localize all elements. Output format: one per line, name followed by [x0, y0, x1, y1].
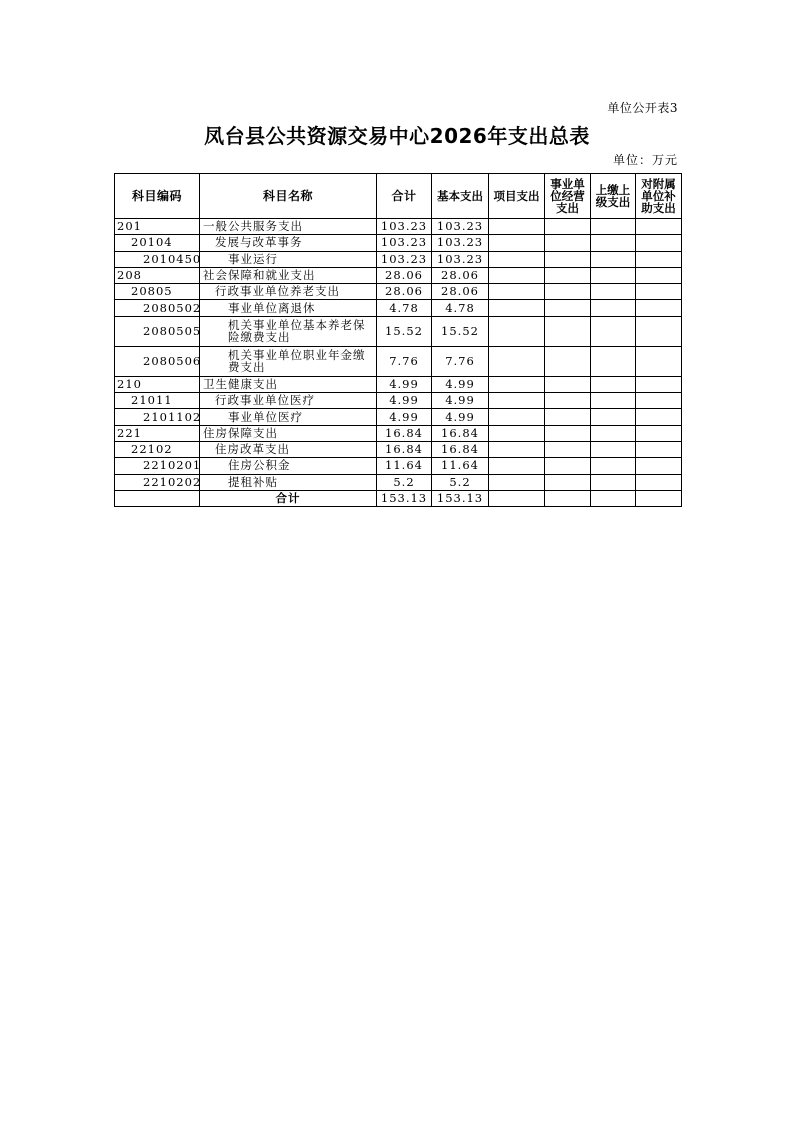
row-project: [489, 376, 545, 392]
row-basic: 28.06: [432, 284, 489, 300]
row-name: 发展与改革事务: [200, 235, 377, 251]
row-total: 4.78: [377, 300, 432, 316]
col-header-business: 事业单位经营支出: [545, 174, 591, 219]
row-subsidy: [636, 284, 682, 300]
row-basic: 103.23: [432, 251, 489, 267]
row-project: [489, 300, 545, 316]
row-business: [545, 316, 591, 346]
row-project: [489, 235, 545, 251]
row-basic: 103.23: [432, 235, 489, 251]
row-code: 210: [115, 376, 200, 392]
row-code: 221: [115, 425, 200, 441]
row-name: 住房改革支出: [200, 441, 377, 457]
row-basic: 4.78: [432, 300, 489, 316]
row-remit: [591, 376, 636, 392]
row-subsidy: [636, 376, 682, 392]
row-subsidy: [636, 346, 682, 376]
row-total: 103.23: [377, 235, 432, 251]
row-remit: [591, 219, 636, 235]
document-number: 单位公开表3: [607, 101, 678, 115]
row-total: 103.23: [377, 219, 432, 235]
row-name: 机关事业单位职业年金缴费支出: [200, 346, 377, 376]
row-basic: 7.76: [432, 346, 489, 376]
row-basic: 103.23: [432, 219, 489, 235]
row-project: [489, 474, 545, 490]
row-code: 2210201: [115, 458, 200, 474]
row-business: [545, 219, 591, 235]
row-code: 21011: [115, 393, 200, 409]
col-header-project: 项目支出: [489, 174, 545, 219]
row-business: [545, 267, 591, 283]
row-total: 16.84: [377, 425, 432, 441]
row-basic: 11.64: [432, 458, 489, 474]
table-row: [115, 346, 682, 376]
row-subsidy: [636, 474, 682, 490]
row-remit: [591, 409, 636, 425]
row-subsidy: [636, 251, 682, 267]
row-remit: [591, 251, 636, 267]
row-subsidy: [636, 393, 682, 409]
row-business: [545, 409, 591, 425]
table-row: [115, 474, 682, 490]
row-code: 208: [115, 267, 200, 283]
row-name: 住房保障支出: [200, 425, 377, 441]
total-basic: 153.13: [432, 490, 489, 506]
row-project: [489, 425, 545, 441]
row-basic: 4.99: [432, 376, 489, 392]
row-business: [545, 300, 591, 316]
row-code: 2080506: [115, 346, 200, 376]
row-project: [489, 251, 545, 267]
row-business: [545, 458, 591, 474]
table-body: [115, 219, 682, 491]
row-business: [545, 393, 591, 409]
row-total: 28.06: [377, 284, 432, 300]
row-remit: [591, 425, 636, 441]
row-code: 2101102: [115, 409, 200, 425]
row-business: [545, 474, 591, 490]
row-total: 4.99: [377, 409, 432, 425]
row-business: [545, 284, 591, 300]
row-subsidy: [636, 458, 682, 474]
row-subsidy: [636, 409, 682, 425]
row-remit: [591, 235, 636, 251]
row-total: 28.06: [377, 267, 432, 283]
total-label: 合计: [200, 490, 377, 506]
row-project: [489, 316, 545, 346]
header-row: [115, 174, 682, 219]
expenditure-table: [114, 173, 682, 507]
row-basic: 28.06: [432, 267, 489, 283]
table-row: [115, 376, 682, 392]
col-header-subsidy: 对附属单位补助支出: [636, 174, 682, 219]
col-header-remit: 上缴上级支出: [591, 174, 636, 219]
row-project: [489, 458, 545, 474]
row-business: [545, 425, 591, 441]
row-name: 行政事业单位医疗: [200, 393, 377, 409]
table-row: [115, 441, 682, 457]
row-remit: [591, 393, 636, 409]
row-remit: [591, 474, 636, 490]
row-basic: 16.84: [432, 425, 489, 441]
table-row: [115, 235, 682, 251]
row-code: 2210202: [115, 474, 200, 490]
row-code: 20104: [115, 235, 200, 251]
total-project: [489, 490, 545, 506]
col-header-code: 科目编码: [115, 174, 200, 219]
row-name: 提租补贴: [200, 474, 377, 490]
unit-label: 单位：万元: [612, 153, 678, 167]
row-remit: [591, 441, 636, 457]
row-code: 2010450: [115, 251, 200, 267]
table-row: [115, 300, 682, 316]
row-code: 201: [115, 219, 200, 235]
row-basic: 16.84: [432, 441, 489, 457]
row-remit: [591, 316, 636, 346]
col-header-name: 科目名称: [200, 174, 377, 219]
row-total: 4.99: [377, 376, 432, 392]
row-basic: 4.99: [432, 409, 489, 425]
total-amount: 153.13: [377, 490, 432, 506]
total-code-cell: [115, 490, 200, 506]
row-code: 2080502: [115, 300, 200, 316]
row-name: 机关事业单位基本养老保险缴费支出: [200, 316, 377, 346]
row-name: 住房公积金: [200, 458, 377, 474]
row-project: [489, 267, 545, 283]
row-subsidy: [636, 219, 682, 235]
row-code: 2080505: [115, 316, 200, 346]
row-remit: [591, 267, 636, 283]
row-total: 103.23: [377, 251, 432, 267]
row-basic: 15.52: [432, 316, 489, 346]
row-name: 卫生健康支出: [200, 376, 377, 392]
row-code: 22102: [115, 441, 200, 457]
row-business: [545, 376, 591, 392]
table-row: [115, 316, 682, 346]
table-row: [115, 219, 682, 235]
row-name: 事业运行: [200, 251, 377, 267]
page-title: 凤台县公共资源交易中心2026年支出总表: [204, 124, 590, 148]
row-business: [545, 346, 591, 376]
row-remit: [591, 346, 636, 376]
table-row: [115, 425, 682, 441]
row-project: [489, 393, 545, 409]
row-subsidy: [636, 300, 682, 316]
row-project: [489, 284, 545, 300]
row-name: 社会保障和就业支出: [200, 267, 377, 283]
total-row: [115, 490, 682, 506]
col-header-basic: 基本支出: [432, 174, 489, 219]
table-row: [115, 251, 682, 267]
row-total: 15.52: [377, 316, 432, 346]
row-total: 16.84: [377, 441, 432, 457]
table-row: [115, 458, 682, 474]
row-name: 行政事业单位养老支出: [200, 284, 377, 300]
table-row: [115, 393, 682, 409]
total-subsidy: [636, 490, 682, 506]
row-business: [545, 235, 591, 251]
row-remit: [591, 300, 636, 316]
row-subsidy: [636, 267, 682, 283]
row-project: [489, 219, 545, 235]
row-code: 20805: [115, 284, 200, 300]
row-name: 事业单位医疗: [200, 409, 377, 425]
row-subsidy: [636, 425, 682, 441]
row-subsidy: [636, 441, 682, 457]
row-subsidy: [636, 235, 682, 251]
row-total: 7.76: [377, 346, 432, 376]
row-total: 5.2: [377, 474, 432, 490]
row-total: 4.99: [377, 393, 432, 409]
table-row: [115, 267, 682, 283]
row-project: [489, 346, 545, 376]
row-basic: 4.99: [432, 393, 489, 409]
table-row: [115, 284, 682, 300]
row-remit: [591, 458, 636, 474]
table-row: [115, 409, 682, 425]
row-total: 11.64: [377, 458, 432, 474]
row-remit: [591, 284, 636, 300]
total-remit: [591, 490, 636, 506]
row-subsidy: [636, 316, 682, 346]
total-business: [545, 490, 591, 506]
row-project: [489, 409, 545, 425]
row-basic: 5.2: [432, 474, 489, 490]
row-project: [489, 441, 545, 457]
row-name: 一般公共服务支出: [200, 219, 377, 235]
row-business: [545, 251, 591, 267]
col-header-total: 合计: [377, 174, 432, 219]
row-business: [545, 441, 591, 457]
row-name: 事业单位离退休: [200, 300, 377, 316]
